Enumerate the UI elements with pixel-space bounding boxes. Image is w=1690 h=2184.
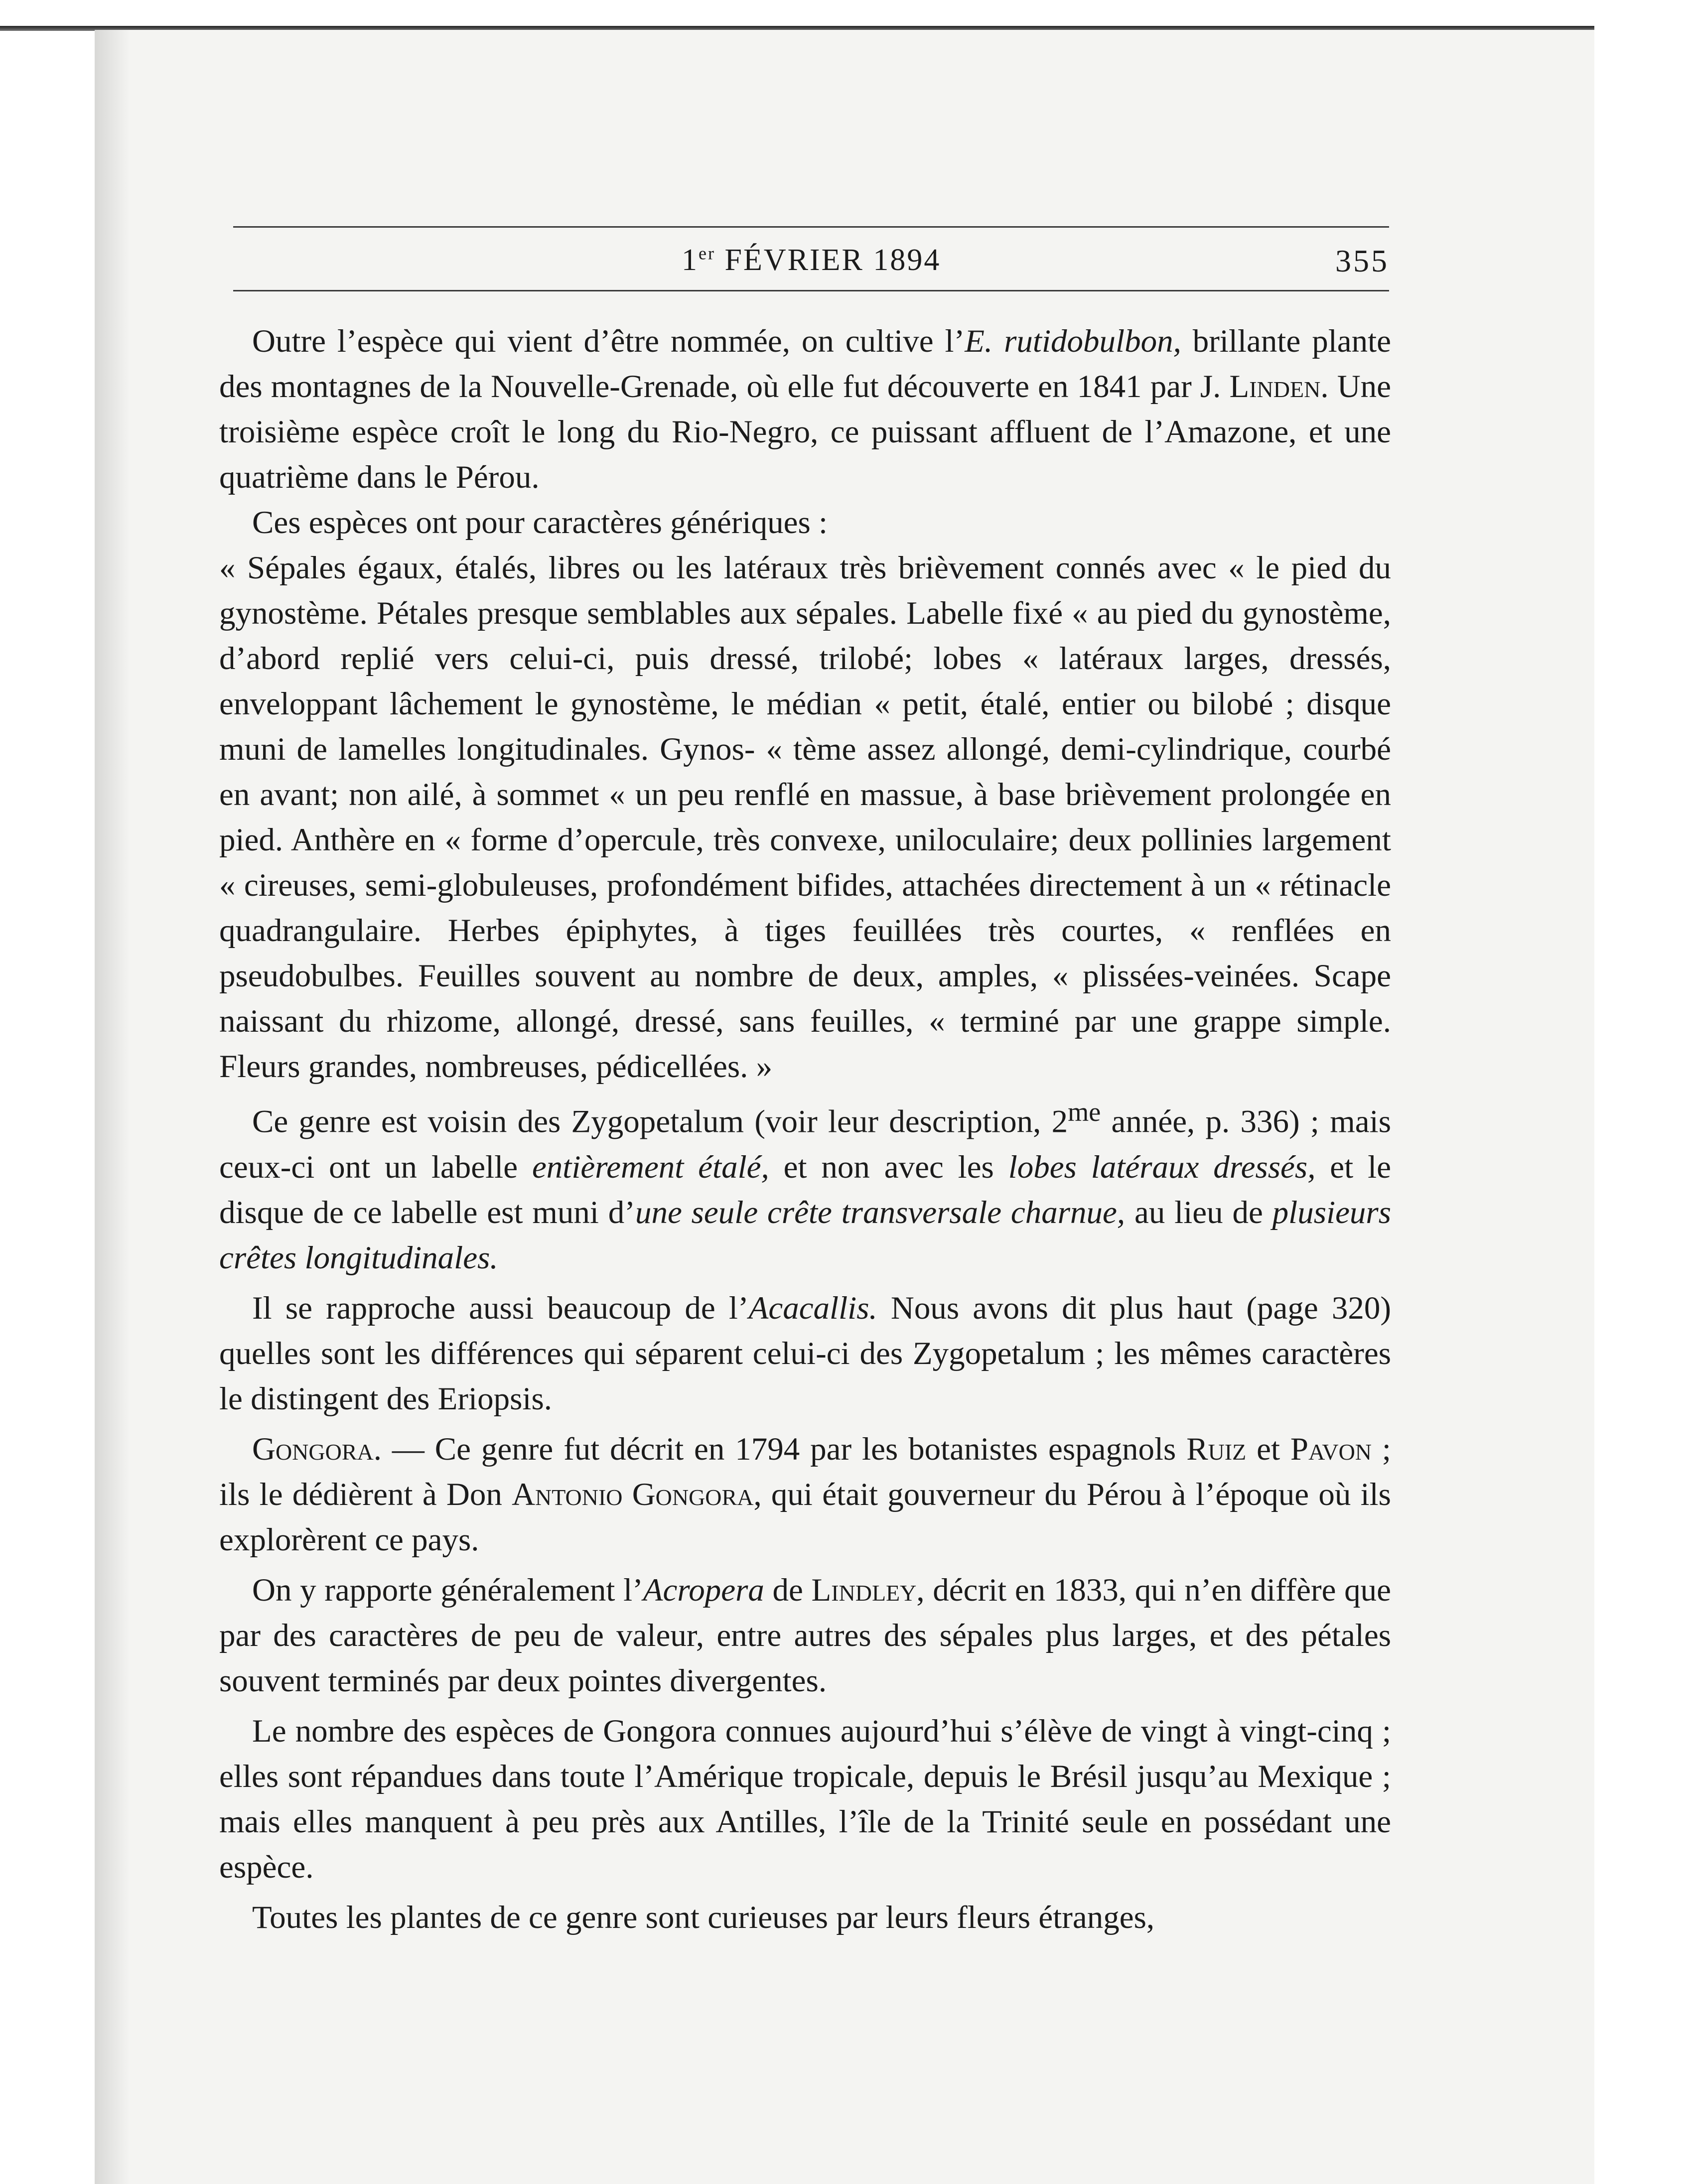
date-day: 1	[682, 243, 699, 277]
paragraph-6	[219, 1427, 1391, 1563]
italic-run: Acacallis.	[748, 1290, 877, 1326]
paragraph-2: Ces espèces ont pour caractères génériques :	[252, 505, 828, 541]
date-month-year: FÉVRIER 1894	[724, 243, 941, 277]
text-run: . Une troisième espèce croît le long du Rio-Negro, ce puissant affluent de l’Amazone, et une quatrième dans le Pérou.	[219, 369, 1391, 495]
running-header	[233, 220, 1389, 285]
genus-gongora: Gongora	[252, 1431, 374, 1467]
italic-run: lobes latéraux dressés,	[1008, 1149, 1316, 1185]
text-run: et le disque de ce labelle est muni d’	[219, 1149, 1391, 1230]
paragraph-7	[219, 1568, 1391, 1704]
italic-run: une seule crête transversale charnue,	[635, 1194, 1126, 1230]
text-run: au lieu de	[1125, 1194, 1272, 1230]
paragraph-4	[219, 1090, 1391, 1281]
name-antonio-gongora: Antonio Gongora	[512, 1476, 754, 1512]
text-run: , décrit en 1833, qui n’en diffère que par des caractères de peu de valeur, entre autres des sépales plus larges, et des pétales souvent terminés par deux pointes divergentes.	[219, 1572, 1391, 1699]
paragraph-5	[219, 1286, 1391, 1422]
text-run: ; ils le dédièrent à Don	[219, 1431, 1391, 1512]
text-run: Outre l’espèce qui vient d’être nommée, on cultive l’	[252, 323, 965, 359]
text-run: année, p. 336) ; mais ceux-ci ont un labelle	[219, 1103, 1391, 1185]
text-run: et non avec les	[769, 1149, 1008, 1185]
text-run: Il se rapproche aussi beaucoup de l’	[252, 1290, 749, 1326]
body-text	[219, 319, 1391, 1940]
paragraph-8: Le nombre des espèces de Gongora connues aujourd’hui s’élève de vingt à vingt-cinq ; elles sont répandues dans toute l’Amérique tropicale, depuis le Brésil jusqu’au Mexique ; mais elles manquent à peu près aux Antilles, l’île de la Trinité seule en possédant une espèce.	[219, 1713, 1391, 1885]
italic-run: entièrement étalé,	[532, 1149, 769, 1185]
page-number: 355	[1335, 243, 1389, 278]
text-run: Nous avons dit plus haut (page 320) quelles sont les différences qui séparent celui-ci des Zygopetalum ; les mêmes caractères le distingent des Eriopsis.	[219, 1290, 1392, 1417]
header-date	[682, 243, 941, 278]
paragraph-1	[219, 319, 1391, 500]
text-run: de	[764, 1572, 812, 1608]
date-ordinal: er	[699, 243, 715, 264]
italic-run: Acropera	[643, 1572, 764, 1608]
name-ruiz: Ruiz	[1186, 1431, 1247, 1467]
text-run: On y rapporte généralement l’	[252, 1572, 643, 1608]
header-rule-top	[233, 226, 1389, 228]
text-run: Ce genre est voisin des Zygopetalum (voir leur description, 2	[252, 1103, 1068, 1140]
paragraph-9: Toutes les plantes de ce genre sont curieuses par leurs fleurs étranges,	[252, 1899, 1155, 1935]
name-pavon: Pavon	[1290, 1431, 1372, 1467]
italic-run: plusieurs crêtes longitudinales.	[219, 1194, 1392, 1276]
superscript: me	[1068, 1097, 1101, 1127]
text-run: brillante plante des montagnes de la Nouvelle-Grenade, où elle fut découverte en 1841 par J.	[219, 323, 1392, 405]
text-run: et	[1246, 1431, 1290, 1467]
text-run: . — Ce genre fut décrit en 1794 par les botanistes espagnols	[373, 1431, 1187, 1467]
scan-binding-shadow	[95, 30, 130, 2184]
name-lindley: Lindley	[811, 1572, 917, 1608]
name-linden: Linden	[1229, 369, 1321, 405]
italic-run: E. rutidobulbon,	[965, 323, 1181, 359]
generic-characters-quote: « Sépales égaux, étalés, libres ou les latéraux très brièvement connés avec « le pied du gynostème. Pétales presque semblables aux sépales. Labelle fixé « au pied du gynostème, d’abord replié vers celui-ci, puis dressé, trilobé; lobes « latéraux larges, dressés, enveloppant lâchement le gynostème, le médian « petit, étalé, entier ou bilobé ; disque muni de lamelles longitudinales. Gynos- « tème assez allongé, demi-cylindrique, courbé en avant; non ailé, à sommet « un peu renflé en massue, à base brièvement prolongée en pied. Anthère en « forme d’opercule, très convexe, uniloculaire; deux pollinies largement « cireuses, semi-globuleuses, profondément bifides, attachées directement à un « rétinacle quadrangulaire. Herbes épiphytes, à tiges feuillées très courtes, « renflées en pseudobulbes. Feuilles souvent au nombre de deux, amples, « plissées-veinées. Scape naissant du rhizome, allongé, dressé, sans feuilles, « terminé par une grappe simple. Fleurs grandes, nombreuses, pédicellées. »	[219, 550, 1391, 1085]
header-rule-bottom	[233, 290, 1389, 291]
text-run: , qui était gouverneur du Pérou à l’époque où ils explorèrent ce pays.	[219, 1476, 1391, 1558]
